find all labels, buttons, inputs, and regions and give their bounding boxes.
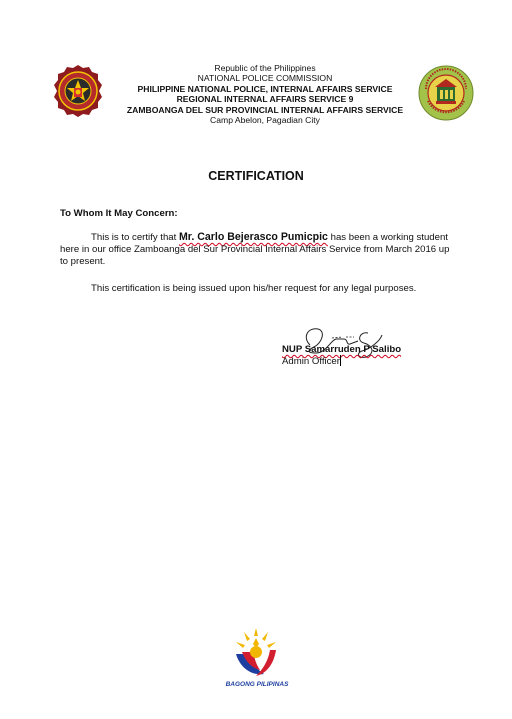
certification-paragraph <box>60 232 456 267</box>
letterhead <box>90 63 440 125</box>
signatory-name-text: NUP Samarruden P Salibo <box>282 344 402 355</box>
text-cursor <box>340 355 341 366</box>
header-address: Camp Abelon, Pagadian City <box>210 115 320 126</box>
header-regional-ias: REGIONAL INTERNAL AFFAIRS SERVICE 9 <box>176 94 354 105</box>
document-title: CERTIFICATION <box>208 169 304 183</box>
paragraph-intro: This is to certify that <box>91 232 179 243</box>
signatory-position <box>282 355 341 367</box>
purpose-paragraph: This certification is being issued upon his/her request for any legal purposes. <box>91 283 417 294</box>
header-commission: NATIONAL POLICE COMMISSION <box>197 73 333 84</box>
bagong-pilipinas-icon <box>230 624 282 680</box>
header-provincial-ias: ZAMBOANGA DEL SUR PROVINCIAL INTERNAL AFFAIRS SERVICE <box>126 104 404 115</box>
header-pnp-ias: PHILIPPINE NATIONAL POLICE, INTERNAL AFFAIRS SERVICE <box>137 83 393 94</box>
paragraph-details: has been a working student here in our office Zamboanga del Sur Provincial Internal Affairs Service from March 2016 up to present. <box>60 232 450 267</box>
signatory-position-text: Admin Officer <box>282 356 340 367</box>
bagong-pilipinas-label: BAGONG PILIPINAS <box>225 681 289 688</box>
certified-person-name: Mr. Carlo Bejerasco Pumicpic <box>178 231 328 243</box>
ias-seal-icon <box>418 65 474 121</box>
signatory-name <box>282 344 401 355</box>
header-republic: Republic of the Philippines <box>214 63 316 73</box>
ias-seal-logo <box>418 65 474 121</box>
bagong-pilipinas-logo <box>230 624 282 680</box>
salutation: To Whom It May Concern: <box>60 208 178 219</box>
